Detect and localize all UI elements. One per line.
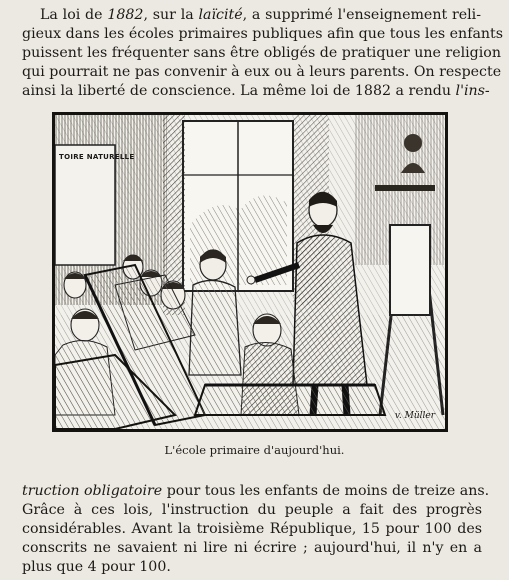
paragraph1-line4: qui pourrait ne pas convenir à eux ou à leurs parents. On respecte bbox=[22, 64, 502, 80]
paragraph1-line2: gieux dans les écoles primaires publiques afin que tous les enfants bbox=[22, 26, 504, 42]
text-run-italic: laïcité bbox=[198, 7, 243, 23]
paragraph1-line5 bbox=[22, 82, 490, 100]
paragraph2-line5: plus que 4 pour 100. bbox=[22, 559, 171, 575]
text-run-italic: l'ins- bbox=[455, 83, 490, 99]
paragraph2-line4: conscrits ne savaient ni lire ni écrire ; aujourd'hui, il n'y en a bbox=[22, 540, 482, 556]
blackboard-label: TOIRE NATURELLE bbox=[59, 153, 135, 161]
artist-signature: v. Müller bbox=[394, 411, 435, 421]
text-run: La loi de bbox=[40, 7, 108, 23]
classroom-illustration bbox=[52, 112, 448, 432]
paragraph1-line1 bbox=[40, 6, 481, 24]
paragraph2-line2: Grâce à ces lois, l'instruction du peuple a fait des progrès bbox=[22, 502, 482, 518]
paragraph2-line3: considérables. Avant la troisième République, 15 pour 100 des bbox=[22, 521, 482, 537]
paragraph2-line1 bbox=[22, 482, 490, 500]
illustration-caption: L'école primaire d'aujourd'hui. bbox=[164, 443, 345, 457]
text-run: , a supprimé l'enseignement reli- bbox=[242, 7, 481, 23]
text-run: , sur la bbox=[143, 7, 199, 23]
text-run-italic: truction obligatoire bbox=[22, 483, 163, 499]
classroom-engraving bbox=[55, 115, 445, 429]
paragraph1-line3: puissent les fréquenter sans être obligés de pratiquer une religion bbox=[22, 45, 501, 61]
text-run-italic: 1882 bbox=[107, 7, 144, 23]
text-run: ainsi la liberté de conscience. La même loi de 1882 a rendu bbox=[22, 83, 456, 99]
text-run: pour tous les enfants de moins de treize ans. bbox=[162, 483, 490, 499]
